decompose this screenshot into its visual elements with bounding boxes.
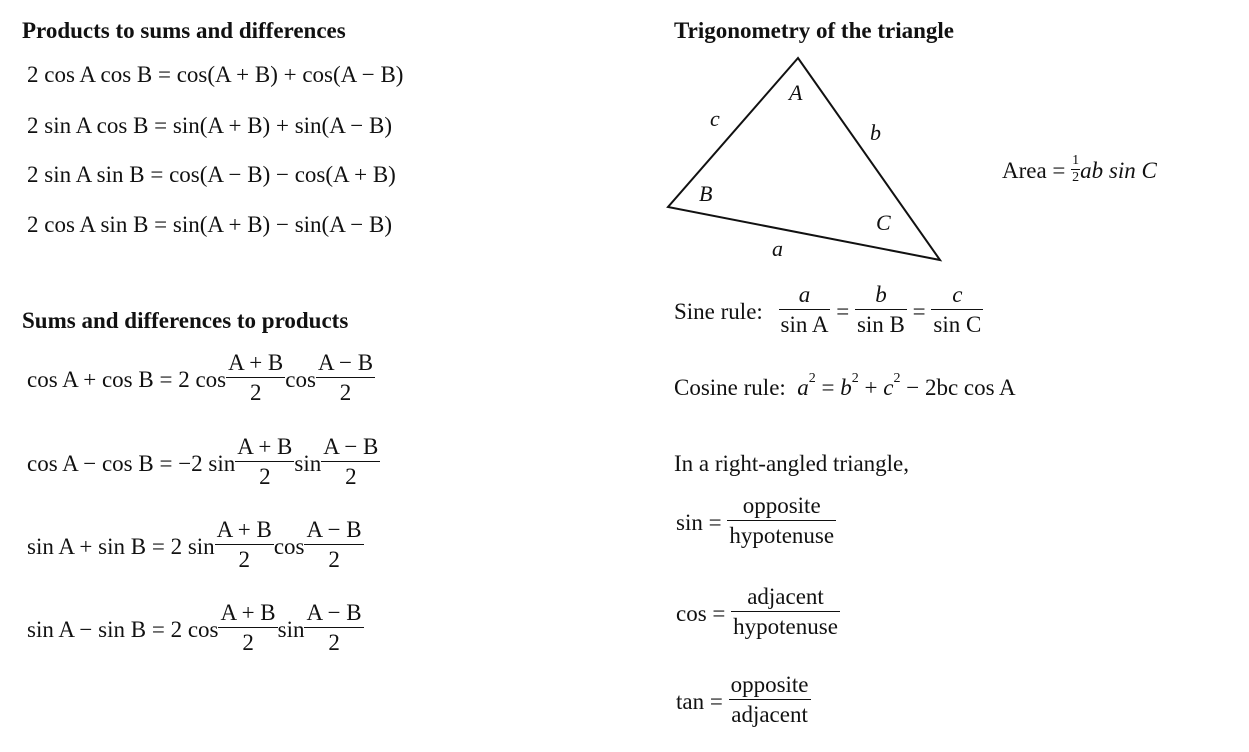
- fraction: $\frac{b}{\text{sin B}}$: [856, 282, 905, 337]
- formula-coef: 2 cos: [178, 366, 227, 392]
- sums-heading: Sums and differences to products: [22, 308, 349, 333]
- product-formula-1: 2 cos A cos B = cos(A + B) + cos(A − B): [27, 62, 404, 87]
- product-formula-4: 2 cos A sin B = sin(A + B) − sin(A − B): [27, 212, 393, 237]
- sin-ratio: sin = $\frac{\text{opposite}}{\text{hypotenuse}}$: [676, 493, 835, 548]
- side-label-a: a: [772, 236, 783, 261]
- side-label-c: c: [710, 106, 720, 131]
- vertex-label-b: B: [699, 181, 713, 206]
- right-angled-intro: In a right-angled triangle,: [674, 451, 910, 476]
- vertex-label-c: C: [876, 210, 891, 235]
- tan-ratio: tan = $\frac{\text{opposite}}{\text{adjacent}}$: [676, 672, 809, 727]
- formula-lhs: 2 sin A cos B: [27, 113, 149, 138]
- formula-func: sin: [277, 616, 305, 642]
- side-label-b: b: [870, 120, 881, 145]
- formula-coef: −2 sin: [178, 450, 236, 476]
- sum-formula-1: cos A + cos B = 2 cos $\frac{A + B}{2}$ cos $\frac{A - B}{2}$: [27, 350, 374, 405]
- fraction: $\frac{A - B}{2}$: [317, 350, 374, 405]
- formula-rhs: sin(A + B) + sin(A − B): [172, 113, 393, 138]
- formula-lhs: 2 sin A sin B: [27, 162, 145, 187]
- fraction: $\frac{\text{opposite}}{\text{adjacent}}$: [730, 672, 809, 727]
- sine-rule-label: Sine rule:: [674, 298, 763, 324]
- fraction: $\frac{A + B}{2}$: [220, 600, 276, 655]
- vertex-label-a: A: [789, 80, 803, 105]
- fraction: $\frac{A + B}{2}$: [228, 350, 284, 405]
- formula-lhs: sin A − sin B: [27, 616, 147, 642]
- half-fraction: $\frac{1}{2}$: [1072, 153, 1080, 185]
- cosine-rule-label: Cosine rule:: [674, 375, 786, 400]
- sum-formula-3: sin A + sin B = 2 sin $\frac{A + B}{2}$ cos $\frac{A - B}{2}$: [27, 517, 362, 572]
- products-heading: Products to sums and differences: [22, 18, 346, 43]
- cos-ratio: cos = $\frac{\text{adjacent}}{\text{hypotenuse}}$: [676, 584, 838, 639]
- formula-lhs: 2 cos A sin B: [27, 212, 149, 237]
- formula-lhs: cos A − cos B: [27, 450, 154, 476]
- fraction: $\frac{\text{adjacent}}{\text{hypotenuse}}$: [733, 584, 838, 639]
- triangle-diagram: [650, 50, 970, 275]
- formula-rhs: cos(A + B) + cos(A − B): [176, 62, 404, 87]
- cosine-rule: Cosine rule: $a^2 = b^2 + c^2 - 2bc$ cos A: [674, 371, 1016, 400]
- sine-rule: Sine rule: $\frac{a}{\text{sin A}}$ = $\frac{b}{\text{sin B}}$ = $\frac{c}{\text{sin C}}$: [674, 282, 982, 337]
- fraction: $\frac{a}{\text{sin A}}$: [780, 282, 829, 337]
- sum-formula-2: cos A − cos B = −2 sin $\frac{A + B}{2}$ sin $\frac{A - B}{2}$: [27, 434, 379, 489]
- area-formula: [1002, 153, 1157, 188]
- area-label: Area =: [1002, 157, 1066, 183]
- product-formula-3: 2 sin A sin B = cos(A − B) − cos(A + B): [27, 162, 396, 187]
- fraction: $\frac{A + B}{2}$: [216, 517, 272, 572]
- formula-func: sin: [294, 450, 322, 476]
- formula-lhs: 2 cos A cos B: [27, 62, 153, 87]
- triangle-heading: Trigonometry of the triangle: [674, 18, 954, 43]
- area-expr: ab sin C: [1080, 157, 1157, 183]
- fraction: $\frac{c}{\text{sin C}}$: [933, 282, 982, 337]
- fraction: $\frac{A + B}{2}$: [237, 434, 293, 489]
- formula-coef: 2 sin: [170, 533, 215, 559]
- formula-lhs: cos A + cos B: [27, 366, 154, 392]
- sum-formula-4: sin A − sin B = 2 cos $\frac{A + B}{2}$ sin $\frac{A - B}{2}$: [27, 600, 362, 655]
- formula-func: cos: [285, 366, 316, 392]
- fraction: $\frac{A - B}{2}$: [323, 434, 379, 489]
- fraction: $\frac{A - B}{2}$: [306, 517, 362, 572]
- formula-rhs: cos(A − B) − cos(A + B): [169, 162, 396, 187]
- formula-lhs: sin A + sin B: [27, 533, 147, 559]
- triangle-shape: [668, 58, 940, 260]
- fraction: $\frac{A - B}{2}$: [306, 600, 362, 655]
- formula-coef: 2 cos: [170, 616, 219, 642]
- product-formula-2: 2 sin A cos B = sin(A + B) + sin(A − B): [27, 113, 393, 138]
- formula-func: cos: [273, 533, 305, 559]
- fraction: $\frac{\text{opposite}}{\text{hypotenuse}}$: [729, 493, 835, 548]
- formula-rhs: sin(A + B) − sin(A − B): [172, 212, 393, 237]
